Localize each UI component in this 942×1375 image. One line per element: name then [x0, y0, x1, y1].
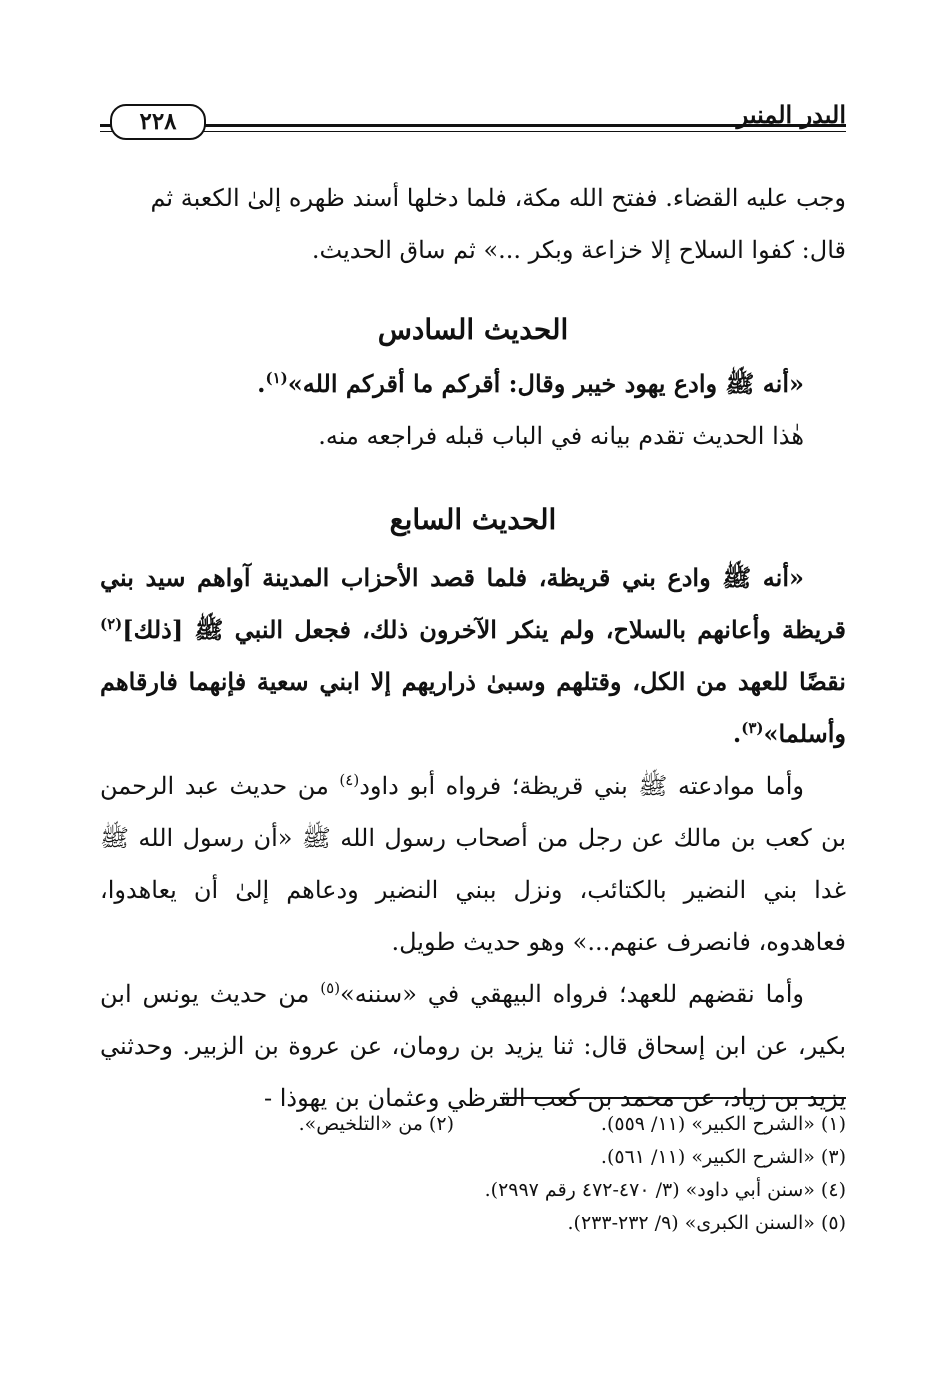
- header-rule-thin: [100, 131, 846, 132]
- hadith-7-title: الحديث السابع: [389, 503, 557, 536]
- header-rule-thick: [100, 124, 846, 127]
- hadith-6-note: هٰذا الحديث تقدم بيانه في الباب قبله فراجعه منه.: [318, 422, 804, 450]
- page-header: [100, 96, 846, 146]
- hadith-6-quote-end: .: [257, 369, 266, 398]
- hadith-6-title: الحديث السادس: [377, 313, 569, 346]
- paragraph-abu-dawud-part-2: من حديث عبد الرحمن بن كعب بن مالك عن رجل من أصحاب رسول الله ﷺ «أن رسول الله ﷺ غدا بني النضير بالكتائب، ونزل ببني النضير ودعاهم إلىٰ أن يعاهدوا، فعاهدوه، فانصرف عنهم...» وهو حديث طويل.: [100, 772, 846, 956]
- footnote-ref-3: (٣): [741, 719, 764, 737]
- paragraph-bayhaqi-part-1: وأما نقضهم للعهد؛ فرواه البيهقي في «سننه»: [340, 980, 805, 1008]
- intro-line-1: وجب عليه القضاء. ففتح الله مكة، فلما دخلها أسند ظهره إلىٰ الكعبة ثم: [150, 184, 846, 212]
- footnote-ref-1: (١): [265, 369, 288, 387]
- intro-line-2: قال: كفوا السلاح إلا خزاعة وبكر ...» ثم ساق الحديث.: [311, 236, 846, 264]
- hadith-7-quote: [100, 552, 846, 760]
- book-title: البدر المنير: [736, 100, 846, 129]
- footnote-3: (٣) «الشرح الكبير» (١١/ ٥٦١).: [600, 1146, 846, 1168]
- footnote-ref-2: (٢): [100, 615, 123, 633]
- hadith-7-quote-end: .: [732, 719, 742, 748]
- footnote-row-3: [100, 1174, 846, 1207]
- hadith-6-quote-text: «أنه ﷺ وادع يهود خيبر وقال: أقركم ما أقركم الله»: [287, 369, 804, 398]
- paragraph-bayhaqi: [100, 968, 846, 1124]
- hadith-7-quote-part-1: «أنه ﷺ وادع بني قريظة، فلما قصد الأحزاب المدينة آواهم سيد بني قريظة وأعانهم بالسلاح، ولم ينكر الآخرون ذلك، فجعل النبي ﷺ [ذلك]: [100, 563, 846, 644]
- footnote-ref-4: (٤): [339, 771, 360, 789]
- paragraph-abu-dawud: [100, 760, 846, 968]
- footnote-5: (٥) «السنن الكبرى» (٩/ ٢٣٢-٢٣٣).: [567, 1212, 846, 1234]
- footnotes: [100, 1108, 846, 1240]
- page-number: ٢٢٨: [110, 104, 206, 140]
- footnote-row-1: [100, 1108, 846, 1141]
- footnote-1: (١) «الشرح الكبير» (١١/ ٥٥٩).: [600, 1113, 846, 1135]
- paragraph-bayhaqi-part-2: من حديث يونس ابن بكير، عن ابن إسحاق قال: ثنا يزيد بن رومان، عن عروة بن الزبير. وحدثني يزيد بن زياد، عن محمد بن كعب القرظي وعثمان بن يهوذا -: [100, 980, 846, 1112]
- footnote-4: (٤) «سنن أبي داود» (٣/ ٤٧٠-٤٧٢ رقم ٢٩٩٧).: [484, 1179, 846, 1201]
- footnote-separator: [500, 1097, 846, 1099]
- footnote-row-2: [100, 1141, 846, 1174]
- hadith-6-quote: [100, 358, 846, 410]
- paragraph-abu-dawud-part-1: وأما موادعته ﷺ بني قريظة؛ فرواه أبو داود: [359, 772, 804, 800]
- footnote-row-4: [100, 1207, 846, 1240]
- footnote-2: (٢) من «التلخيص».: [298, 1113, 454, 1135]
- main-text: [100, 172, 846, 1124]
- hadith-7-quote-part-2: نقضًا للعهد من الكل، وقتلهم وسبىٰ ذراريهم إلا ابني سعية فإنهما فارقاهم وأسلما»: [100, 667, 846, 748]
- footnote-ref-5: (٥): [320, 979, 341, 997]
